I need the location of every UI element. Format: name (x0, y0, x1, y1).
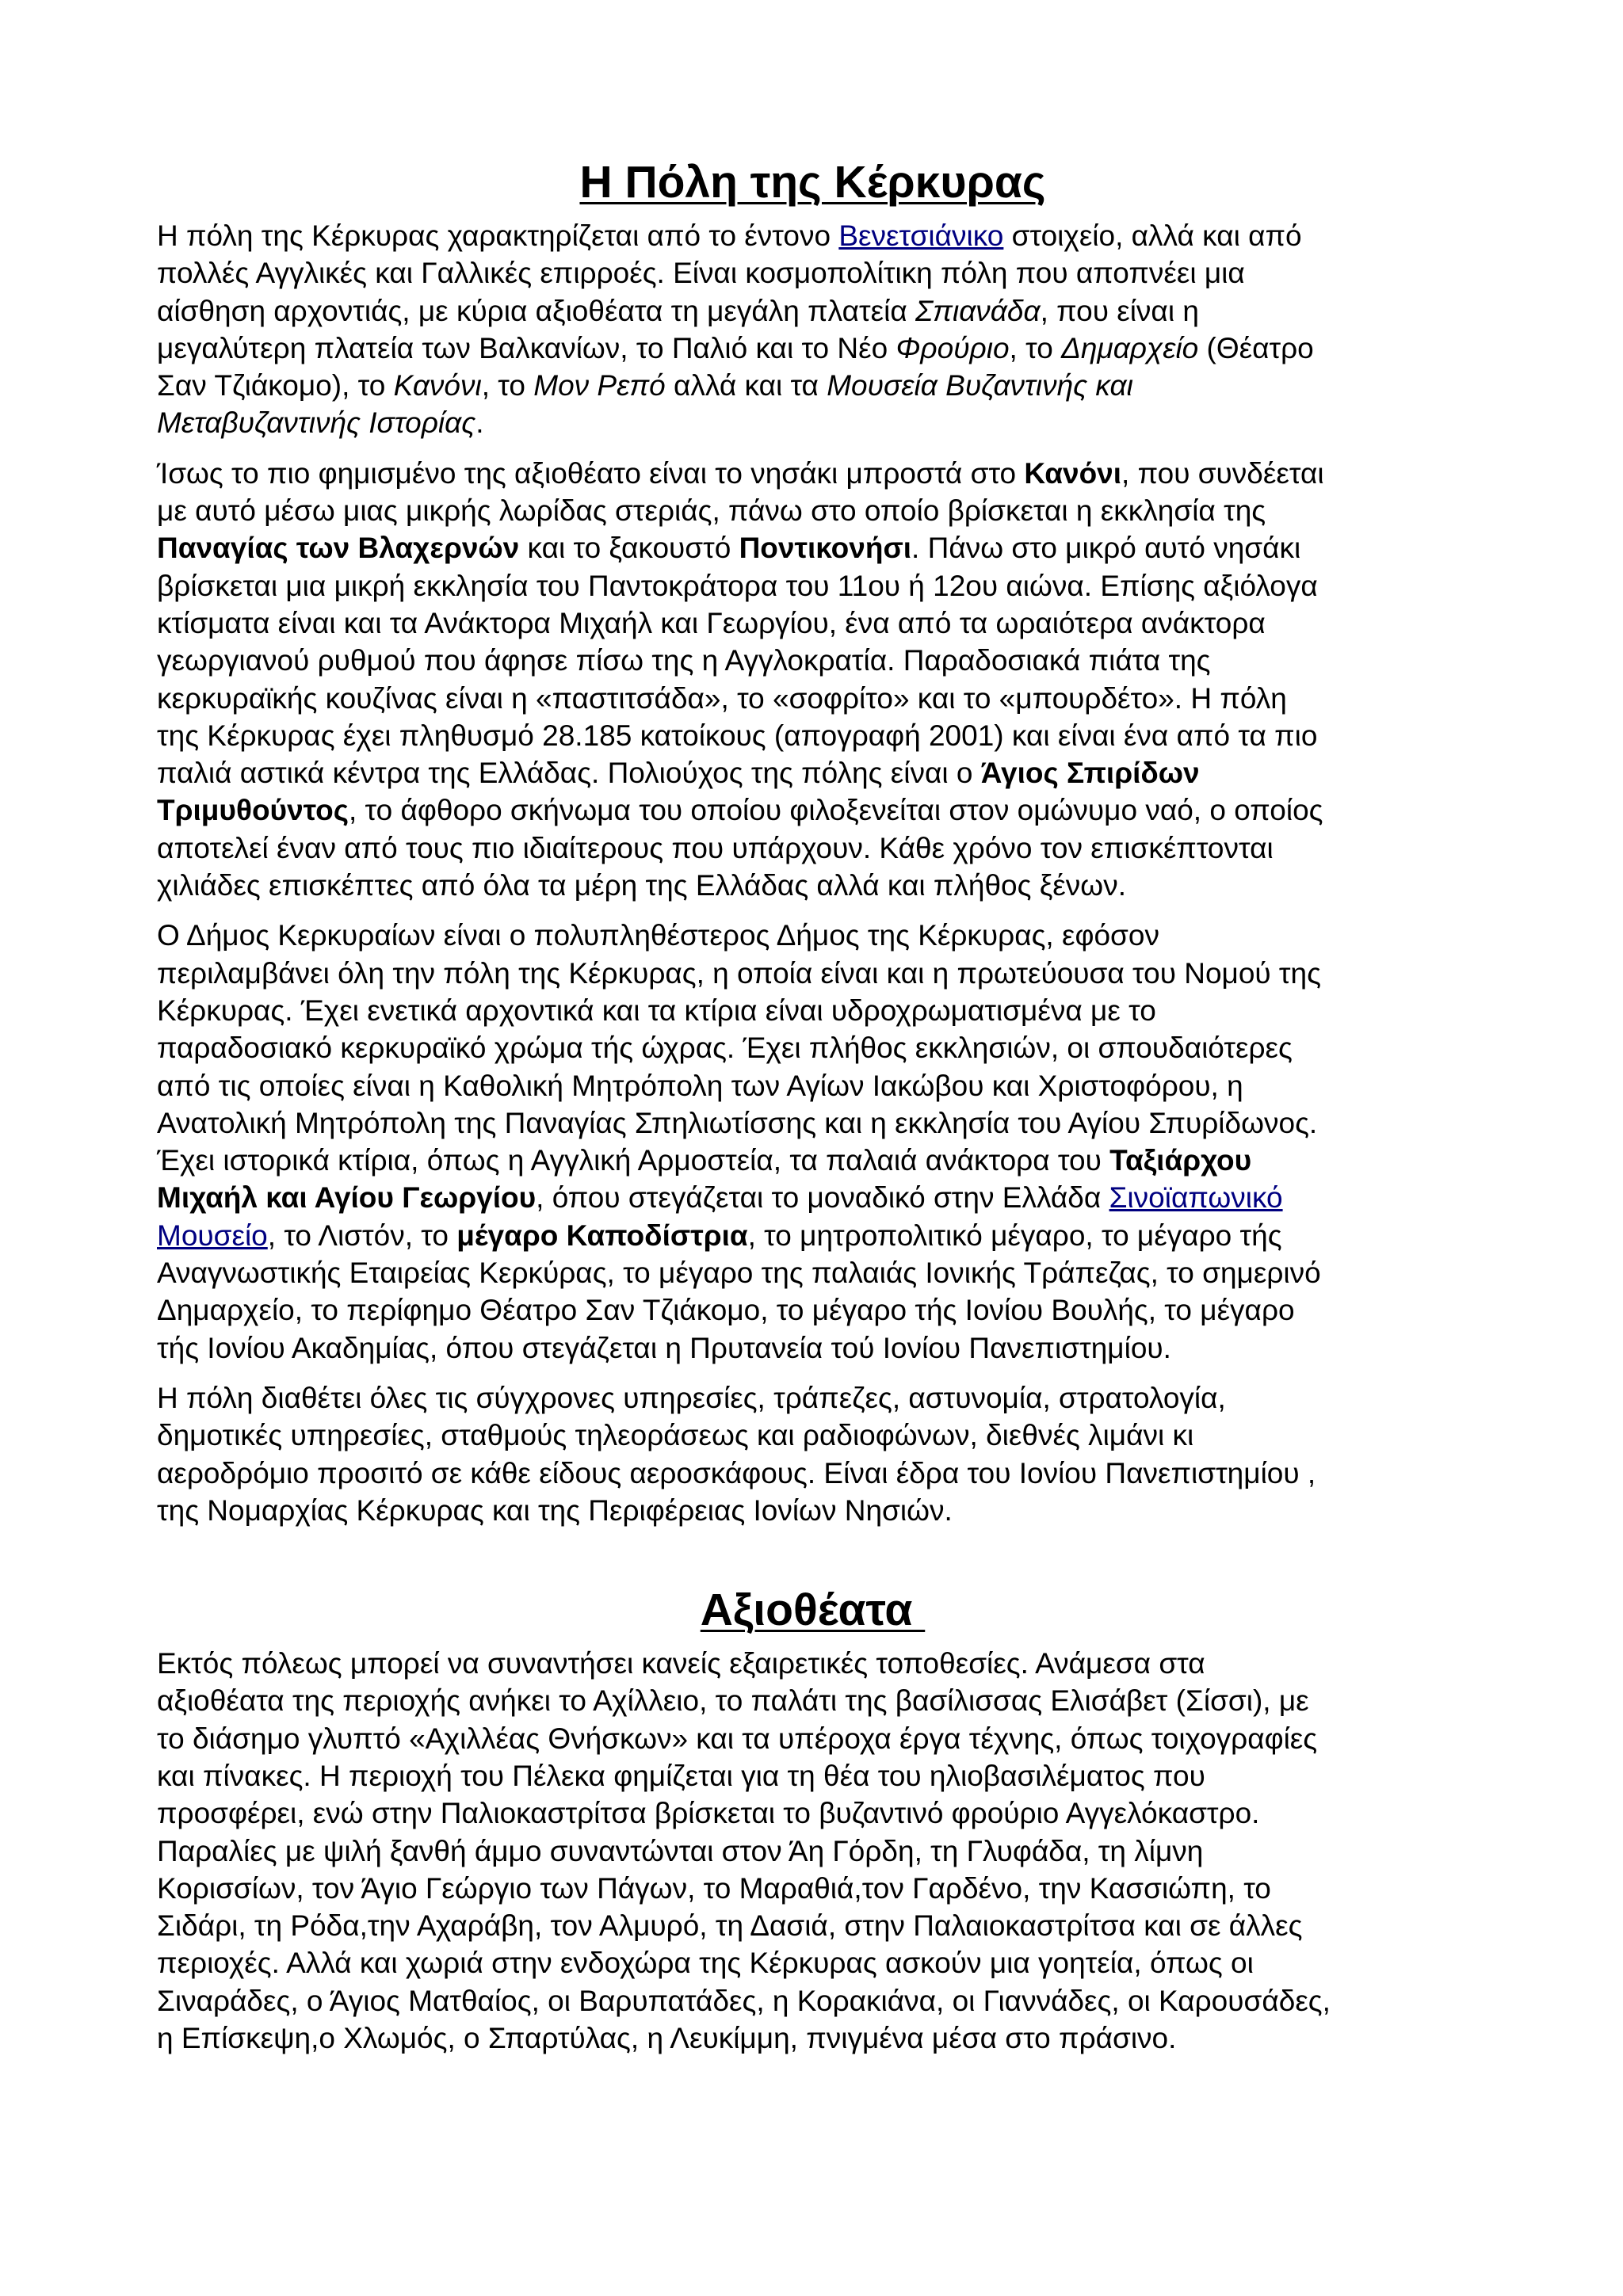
text-span: , το (1009, 331, 1062, 364)
text-span: , το (481, 369, 534, 402)
text-line: Ανατολική Μητρόπολη της Παναγίας Σπηλιωτίσσης και η εκκλησία του Αγίου Σπυρίδωνος. (157, 1106, 1318, 1139)
text-span: , το Λιστόν, το (267, 1219, 457, 1252)
paragraph-kanoni (157, 455, 1468, 905)
text-line: αξιοθέατα της περιοχής ανήκει το Αχίλλειο, το παλάτι της βασίλισσας Ελισάβετ (Σίσσι), με (157, 1684, 1309, 1718)
text-line (157, 455, 1468, 492)
text-line (157, 791, 1468, 829)
bold-text: Άγιος Σπιρίδων (980, 757, 1200, 790)
text-line (157, 330, 1468, 367)
text-line (157, 529, 1468, 566)
text-line: τής Ιονίου Ακαδημίας, όπου στεγάζεται η Πρυτανεία τού Ιονίου Πανεπιστημίου. (157, 1331, 1171, 1364)
text-line: γεωργιανού ρυθμού που άφησε πίσω της η Αγγλοκρατία. Παραδοσιακά πιάτα της (157, 644, 1211, 677)
link-sino-japanese-museum-cont[interactable]: Μουσείο (157, 1219, 268, 1252)
italic-text: Μεταβυζαντινής Ιστορίας (157, 406, 476, 440)
text-line: η Επίσκεψη,ο Χλωμός, ο Σπαρτύλας, η Λευκίμμη, πνιγμένα μέσα στο πράσινο. (157, 2022, 1177, 2055)
text-line (157, 367, 1468, 404)
bold-text: Ποντικονήσι (739, 532, 912, 565)
text-span: Ίσως το πιο φημισμένο της αξιοθέατο είναι το νησάκι μπροστά στο (157, 456, 1025, 490)
text-line (157, 1179, 1468, 1216)
text-line: Κορισσίων, τον Άγιο Γεώργιο των Πάγων, το Μαραθιά,τον Γαρδένο, την Κασσιώπη, το (157, 1871, 1271, 1905)
text-line: κερκυραϊκής κουζίνας είναι η «παστιτσάδα», το «σοφρίτο» και το «μπουρδέτο». Η πόλη (157, 681, 1287, 715)
text-line: Η πόλη διαθέτει όλες τις σύγχρονες υπηρεσίες, τράπεζες, αστυνομία, στρατολογία, (157, 1381, 1226, 1414)
document-page (157, 151, 1468, 2069)
text-line: της Κέρκυρας έχει πληθυσμό 28.185 κατοίκους (απογραφή 2001) και είναι ένα από τα πιο (157, 719, 1318, 752)
text-line: πολλές Αγγλικές και Γαλλικές επιρροές. Είναι κοσμοπολίτικη πόλη που αποπνέει μια (157, 257, 1245, 290)
text-line: κτίσματα είναι και τα Ανάκτορα Μιχαήλ και Γεωργίου, ένα από τα ωραιότερα ανάκτορα (157, 606, 1266, 639)
section-heading-sights: Αξιοθέατα (700, 1585, 926, 1636)
link-sino-japanese-museum[interactable]: Σινοϊαπωνικό (1109, 1181, 1283, 1215)
text-line: και πίνακες. Η περιοχή του Πέλεκα φημίζεται για τη θέα του ηλιοβασιλέματος που (157, 1759, 1205, 1792)
text-line: Δημαρχείο, το περίφημο Θέατρο Σαν Τζιάκομο, το μέγαρο τής Ιονίου Βουλής, το μέγαρο (157, 1294, 1295, 1327)
text-line: αεροδρόμιο προσιτό σε κάθε είδους αεροσκάφους. Είναι έδρα του Ιονίου Πανεπιστημίου , (157, 1456, 1316, 1489)
bold-text: μέγαρο Καποδίστρια (456, 1219, 748, 1252)
text-line: περιοχές. Αλλά και χωριά στην ενδοχώρα της Κέρκυρας ασκούν μια γοητεία, όπως οι (157, 1947, 1254, 1980)
text-line (157, 404, 1468, 441)
text-line: Παραλίες με ψιλή ξανθή άμμο συναντώνται στον Άη Γόρδη, τη Γλυφάδα, τη λίμνη (157, 1834, 1204, 1867)
text-span: Έχει ιστορικά κτίρια, όπως η Αγγλική Αρμοστεία, τα παλαιά ανάκτορα του (157, 1144, 1110, 1177)
text-line: Σιδάρι, τη Ρόδα,την Αχαράβη, τον Αλμυρό, τη Δασιά, στην Παλαιοκαστρίτσα και σε άλλες (157, 1909, 1303, 1943)
text-line: αποτελεί έναν από τους πιο ιδιαίτερους που υπάρχουν. Κάθε χρόνο τον επισκέπτονται (157, 831, 1274, 864)
text-line (157, 754, 1468, 791)
text-span: μεγαλύτερη πλατεία των Βαλκανίων, το Παλιό και το Νέο (157, 331, 896, 364)
italic-text: Κανόνι (393, 369, 482, 402)
text-span: (Θέατρο (1198, 331, 1314, 364)
text-line: Εκτός πόλεως μπορεί να συναντήσει κανείς εξαιρετικές τοποθεσίες. Ανάμεσα στα (157, 1647, 1205, 1680)
text-line: από τις οποίες είναι η Καθολική Μητρόπολη των Αγίων Ιακώβου και Χριστοφόρου, η (157, 1069, 1243, 1102)
bold-text: Τριμυθούντος (157, 794, 349, 827)
text-span: και το ξακουστό (519, 532, 739, 565)
paragraph-sights (157, 1645, 1468, 2057)
text-line: δημοτικές υπηρεσίες, σταθμούς τηλεοράσεως και ραδιοφώνων, διεθνές λιμάνι κι (157, 1419, 1194, 1452)
text-line: Αναγνωστικής Εταιρείας Κερκύρας, το μέγαρο της παλαιάς Ιονικής Τράπεζας, το σημερινό (157, 1257, 1321, 1290)
text-span: παλιά αστικά κέντρα της Ελλάδας. Πολιούχος της πόλης είναι ο (157, 757, 981, 790)
paragraph-intro (157, 217, 1468, 442)
paragraph-services (157, 1379, 1468, 1529)
text-span: , που είναι η (1040, 294, 1199, 327)
text-span: . Πάνω στο μικρό αυτό νησάκι (911, 532, 1301, 565)
italic-text: Φρούριο (896, 331, 1010, 364)
text-span: , όπου στεγάζεται το μοναδικό στην Ελλάδα (536, 1181, 1109, 1215)
text-line: Ο Δήμος Κερκυραίων είναι ο πολυπληθέστερος Δήμος της Κέρκυρας, εφόσον (157, 919, 1159, 952)
text-span: αλλά και τα (665, 369, 827, 402)
text-line (157, 1217, 1468, 1254)
link-venetian[interactable]: Βενετσιάνικο (838, 219, 1004, 252)
text-span: Σαν Τζιάκομο), το (157, 369, 394, 402)
text-line (157, 292, 1468, 330)
text-line: της Νομαρχίας Κέρκυρας και της Περιφέρειας Ιονίων Νησιών. (157, 1493, 953, 1527)
text-span: στοιχείο, αλλά και από (1003, 219, 1302, 252)
text-line: χιλιάδες επισκέπτες από όλα τα μέρη της Ελλάδας αλλά και πλήθος ξένων. (157, 869, 1126, 902)
text-line (157, 1142, 1468, 1179)
italic-text: Δημαρχείο (1061, 331, 1199, 364)
text-line: με αυτό μέσω μιας μικρής λωρίδας στεριάς, πάνω στο οποίο βρίσκεται η εκκλησία της (157, 494, 1266, 528)
text-span: , που συνδέεται (1121, 456, 1324, 490)
text-line: προσφέρει, ενώ στην Παλιοκαστρίτσα βρίσκεται το βυζαντινό φρούριο Αγγελόκαστρο. (157, 1797, 1260, 1830)
text-line: βρίσκεται μια μικρή εκκλησία του Παντοκράτορα του 11ου ή 12ου αιώνα. Επίσης αξιόλογα (157, 569, 1318, 602)
text-span: , το άφθορο σκήνωμα του οποίου φιλοξενείται στον ομώνυμο ναό, ο οποίος (348, 794, 1323, 827)
text-span: Η πόλη της Κέρκυρας χαρακτηρίζεται από το έντονο (157, 219, 839, 252)
text-span: , το μητροπολιτικό μέγαρο, το μέγαρο τής (747, 1219, 1282, 1252)
bold-text: Ταξιάρχου (1109, 1144, 1252, 1177)
page-title: Η Πόλη της Κέρκυρας (579, 157, 1046, 208)
text-span: αίσθηση αρχοντιάς, με κύρια αξιοθέατα τη μεγάλη πλατεία (157, 294, 915, 327)
paragraph-municipality (157, 917, 1468, 1367)
bold-text: Μιχαήλ και Αγίου Γεωργίου (157, 1181, 537, 1215)
text-line: Σιναράδες, ο Άγιος Ματθαίος, οι Βαρυπατάδες, η Κορακιάνα, οι Γιαννάδες, οι Καρουσάδες, (157, 1984, 1331, 2017)
italic-text: Σπιανάδα (915, 294, 1041, 327)
bold-text: Παναγίας των Βλαχερνών (157, 532, 520, 565)
text-span: . (475, 406, 484, 440)
italic-text: Μον Ρεπό (533, 369, 666, 402)
text-line: περιλαμβάνει όλη την πόλη της Κέρκυρας, η οποία είναι και η πρωτεύουσα του Νομού της (157, 956, 1321, 990)
bold-text: Κανόνι (1024, 456, 1122, 490)
italic-text: Μουσεία Βυζαντινής και (827, 369, 1133, 402)
text-line: παραδοσιακό κερκυραϊκό χρώμα τής ώχρας. Έχει πλήθος εκκλησιών, οι σπουδαιότερες (157, 1032, 1293, 1065)
text-line: Κέρκυρας. Έχει ενετικά αρχοντικά και τα κτίρια είναι υδροχρωματισμένα με το (157, 994, 1156, 1027)
text-line: το διάσημο γλυπτό «Αχιλλέας Θνήσκων» και τα υπέροχα έργα τέχνης, όπως τοιχογραφίες (157, 1722, 1318, 1755)
text-line (157, 217, 1468, 254)
